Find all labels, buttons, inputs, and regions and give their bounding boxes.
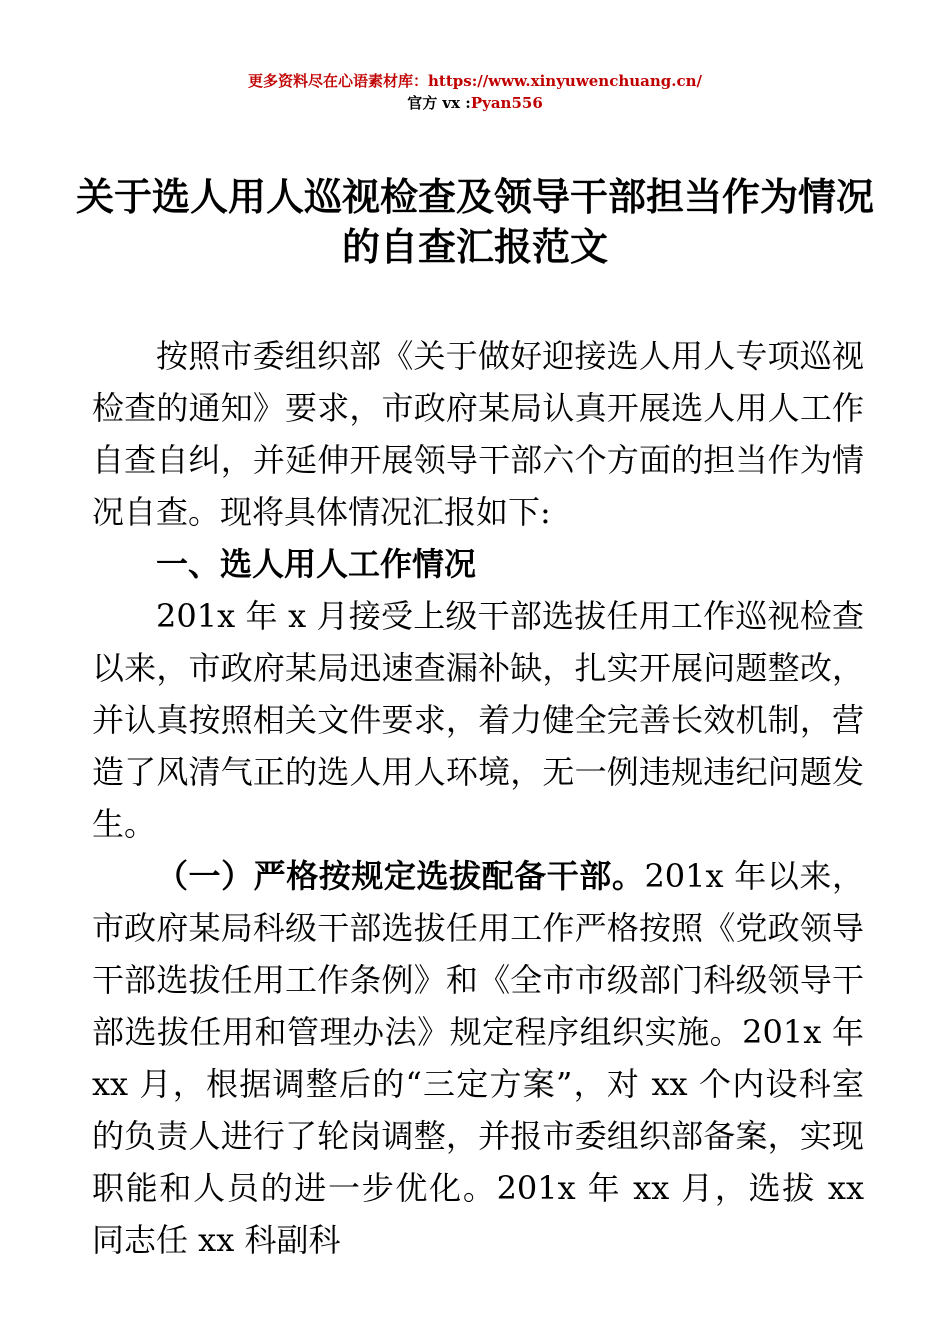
header-line-1: [0, 70, 950, 92]
source-header: [0, 70, 950, 114]
document-body: [92, 330, 864, 1266]
header-vx-id: Pyan556: [470, 94, 543, 112]
header-line-2: [0, 92, 950, 114]
section-heading-1: 一、选人用人工作情况: [156, 545, 477, 583]
subsection-1-body: 201x 年以来，市政府某局科级干部选拔任用工作严格按照《党政领导干部选拔任用工作条例》和《全市市级部门科级领导干部选拔任用和管理办法》规定程序组织实施。201x 年 xx 月，根据调整后的“三定方案”，对 xx 个内设科室的负责人进行了轮岗调整，并报市委组织部备案，实现职能和人员的进一步优化。201x 年 xx 月，选拔 xx 同志任 xx 科副科: [92, 857, 864, 1259]
section-1-paragraph: 201x 年 x 月接受上级干部选拔任用工作巡视检查以来，市政府某局迅速查漏补缺，扎实开展问题整改，并认真按照相关文件要求，着力健全完善长效机制，营造了风清气正的选人用人环境，无一例违规违纪问题发生。: [92, 597, 864, 843]
header-label: 更多资料尽在心语素材库：: [248, 72, 429, 90]
subsection-1-paragraph: [92, 850, 864, 1266]
header-url-link[interactable]: https://www.xinyuwenchuang.cn/: [428, 72, 702, 90]
intro-paragraph: 按照市委组织部《关于做好迎接选人用人专项巡视检查的通知》要求，市政府某局认真开展选人用人工作自查自纠，并延伸开展领导干部六个方面的担当作为情况自查。现将具体情况汇报如下:: [92, 337, 864, 531]
header-vx-label: 官方 vx :: [407, 94, 471, 112]
document-title: 关于选人用人巡视检查及领导干部担当作为情况的自查汇报范文: [75, 174, 874, 269]
subsection-1-heading: （一）严格按规定选拔配备干部。: [156, 857, 645, 895]
